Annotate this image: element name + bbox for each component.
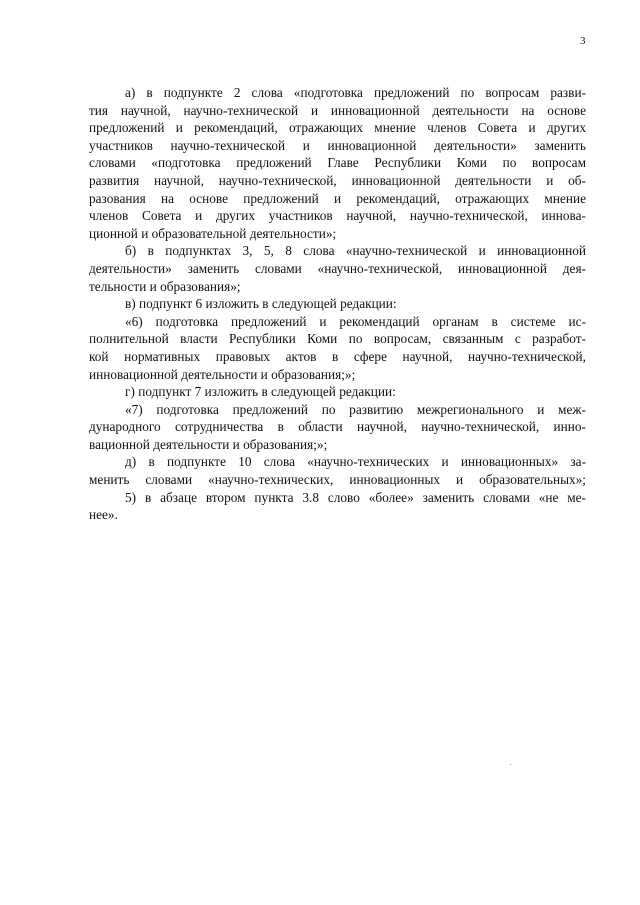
text-line: разования на основе предложений и рекомендаций, отражающих мнение xyxy=(89,190,586,206)
text-line: членов Совета и других участников научной, научно-технической, иннова- xyxy=(89,208,586,224)
text-line: деятельности» заменить словами «научно-технической, инновационной дея- xyxy=(89,260,586,276)
text-line: а) в подпункте 2 слова «подготовка предложений по вопросам разви- xyxy=(125,85,586,100)
text-line: предложений и рекомендаций, отражающих мнение членов Совета и других xyxy=(89,120,586,136)
text-line: вационной деятельности и образования;»; xyxy=(89,436,328,452)
text-line: словами «подготовка предложений Главе Республики Коми по вопросам xyxy=(89,155,586,171)
paragraph-v xyxy=(89,295,586,313)
text-line: тельности и образования»; xyxy=(89,278,241,294)
text-line: нее». xyxy=(89,507,118,523)
text-line: развития научной, научно-технической, инновационной деятельности и об- xyxy=(89,172,586,188)
paragraph-v-quote xyxy=(89,313,586,383)
paragraph-b xyxy=(89,242,586,295)
document-body xyxy=(89,84,586,524)
text-line: ционной и образовательной деятельности»; xyxy=(89,225,337,241)
text-line: г) подпункт 7 изложить в следующей редакции: xyxy=(125,384,396,400)
page-number: 3 xyxy=(580,35,586,47)
text-line: «7) подготовка предложений по развитию межрегионального и меж- xyxy=(125,401,586,417)
paragraph-g xyxy=(89,383,586,401)
paragraph-g-quote xyxy=(89,401,586,454)
text-line: 5) в абзаце втором пункта 3.8 слово «более» заменить словами «не ме- xyxy=(125,489,586,505)
text-line: «6) подготовка предложений и рекомендаций органам в системе ис- xyxy=(125,313,586,329)
text-line: участников научно-технической и инновационной деятельности» заменить xyxy=(89,137,586,153)
text-line: кой нормативных правовых актов в сфере научной, научно-технической, xyxy=(89,348,586,364)
paragraph-d xyxy=(89,453,586,488)
text-line: б) в подпунктах 3, 5, 8 слова «научно-технической и инновационной xyxy=(125,243,586,259)
text-line: д) в подпункте 10 слова «научно-технических и инновационных» за- xyxy=(125,454,586,470)
text-line: менить словами «научно-технических, инновационных и образовательных»; xyxy=(89,472,586,488)
text-line: полнительной власти Республики Коми по вопросам, связанным с разработ- xyxy=(89,331,586,347)
paragraph-5 xyxy=(89,489,586,524)
scan-speck xyxy=(510,764,511,765)
text-line: дународного сотрудничества в области научной, научно-технической, инно- xyxy=(89,419,586,435)
text-line: инновационной деятельности и образования;»; xyxy=(89,366,356,382)
text-line: в) подпункт 6 изложить в следующей редакции: xyxy=(125,296,397,312)
text-line: тия научной, научно-технической и инновационной деятельности на основе xyxy=(89,102,586,118)
paragraph-a xyxy=(89,84,586,242)
